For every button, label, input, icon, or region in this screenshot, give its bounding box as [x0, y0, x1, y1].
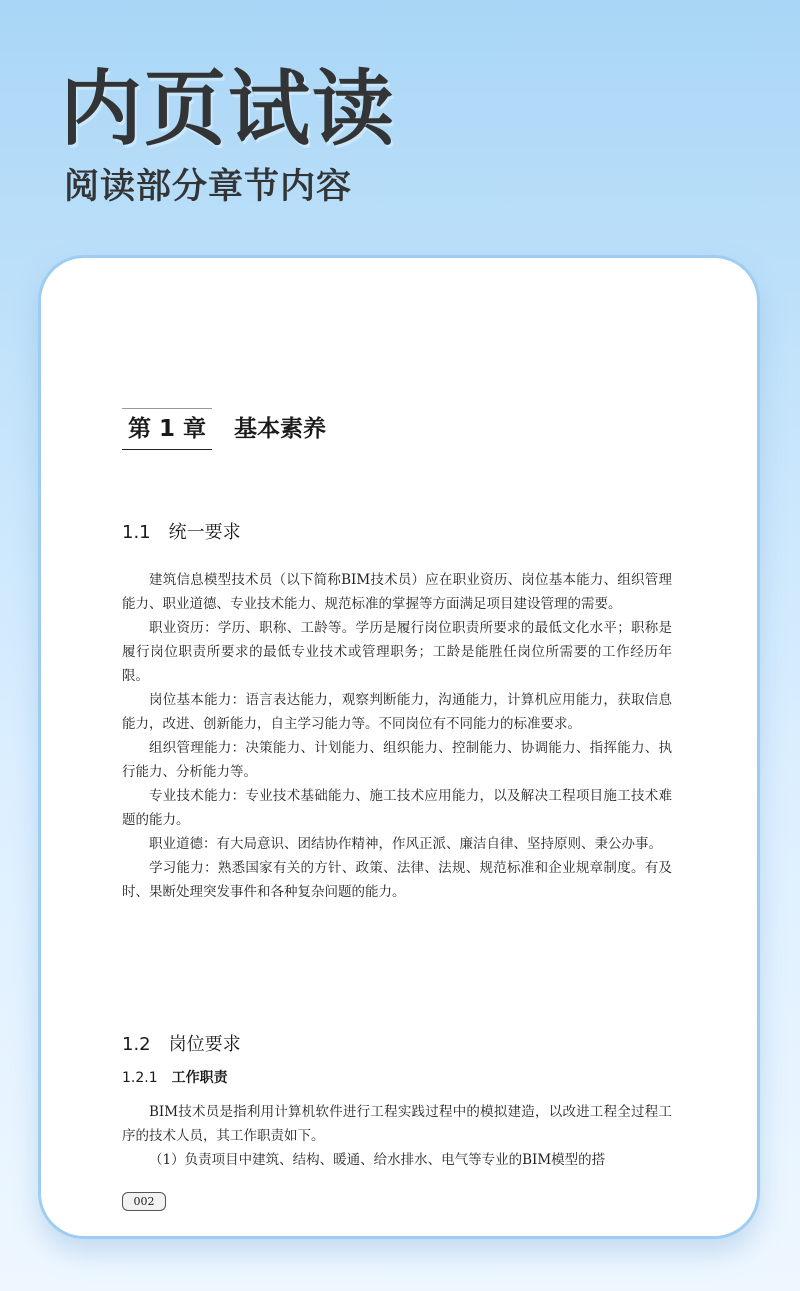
- paragraph: 建筑信息模型技术员（以下简称BIM技术员）应在职业资历、岗位基本能力、组织管理能力、职业道德、专业技术能力、规范标准的掌握等方面满足项目建设管理的需要。: [122, 572, 672, 612]
- chapter-title: 基本素养: [234, 416, 327, 442]
- section-1-1-body: [122, 568, 672, 904]
- page-title: 内页试读: [60, 62, 397, 157]
- paragraph: 岗位基本能力：语言表达能力，观察判断能力，沟通能力，计算机应用能力，获取信息能力，改进、创新能力，自主学习能力等。不同岗位有不同能力的标准要求。: [122, 692, 672, 732]
- section-heading-1-1: [122, 521, 241, 545]
- paragraph: BIM技术员是指利用计算机软件进行工程实践过程中的模拟建造，以改进工程全过程工序的技术人员，其工作职责如下。: [122, 1104, 672, 1144]
- subsection-heading-1-2-1: [122, 1068, 228, 1088]
- paragraph: 组织管理能力：决策能力、计划能力、组织能力、控制能力、协调能力、指挥能力、执行能力、分析能力等。: [122, 740, 672, 780]
- section-number: 1.2: [122, 1034, 151, 1055]
- paragraph: （1）负责项目中建筑、结构、暖通、给水排水、电气等专业的BIM模型的搭: [149, 1152, 606, 1168]
- chapter-heading: [122, 408, 326, 450]
- section-title: 统一要求: [168, 522, 241, 543]
- paragraph: 职业资历：学历、职称、工龄等。学历是履行岗位职责所要求的最低文化水平；职称是履行岗位职责所要求的最低专业技术或管理职务；工龄是能胜任岗位所需要的工作经历年限。: [122, 620, 672, 684]
- section-heading-1-2: [122, 1033, 241, 1057]
- section-title: 岗位要求: [168, 1034, 241, 1055]
- paragraph: 专业技术能力：专业技术基础能力、施工技术应用能力，以及解决工程项目施工技术难题的能力。: [122, 788, 672, 828]
- paragraph: 职业道德：有大局意识、团结协作精神，作风正派、廉洁自律、坚持原则、秉公办事。: [149, 836, 662, 852]
- page-subtitle: 阅读部分章节内容: [64, 167, 353, 207]
- section-number: 1.1: [122, 522, 151, 543]
- subsection-title: 工作职责: [171, 1070, 228, 1086]
- page-number-badge: 002: [122, 1192, 166, 1211]
- paragraph: 学习能力：熟悉国家有关的方针、政策、法律、法规、规范标准和企业规章制度。有及时、果断处理突发事件和各种复杂问题的能力。: [122, 860, 672, 900]
- subsection-number: 1.2.1: [122, 1070, 158, 1086]
- chapter-number: 第 1 章: [122, 408, 212, 450]
- book-page-card: [38, 255, 760, 1239]
- section-1-2-body: [122, 1100, 672, 1172]
